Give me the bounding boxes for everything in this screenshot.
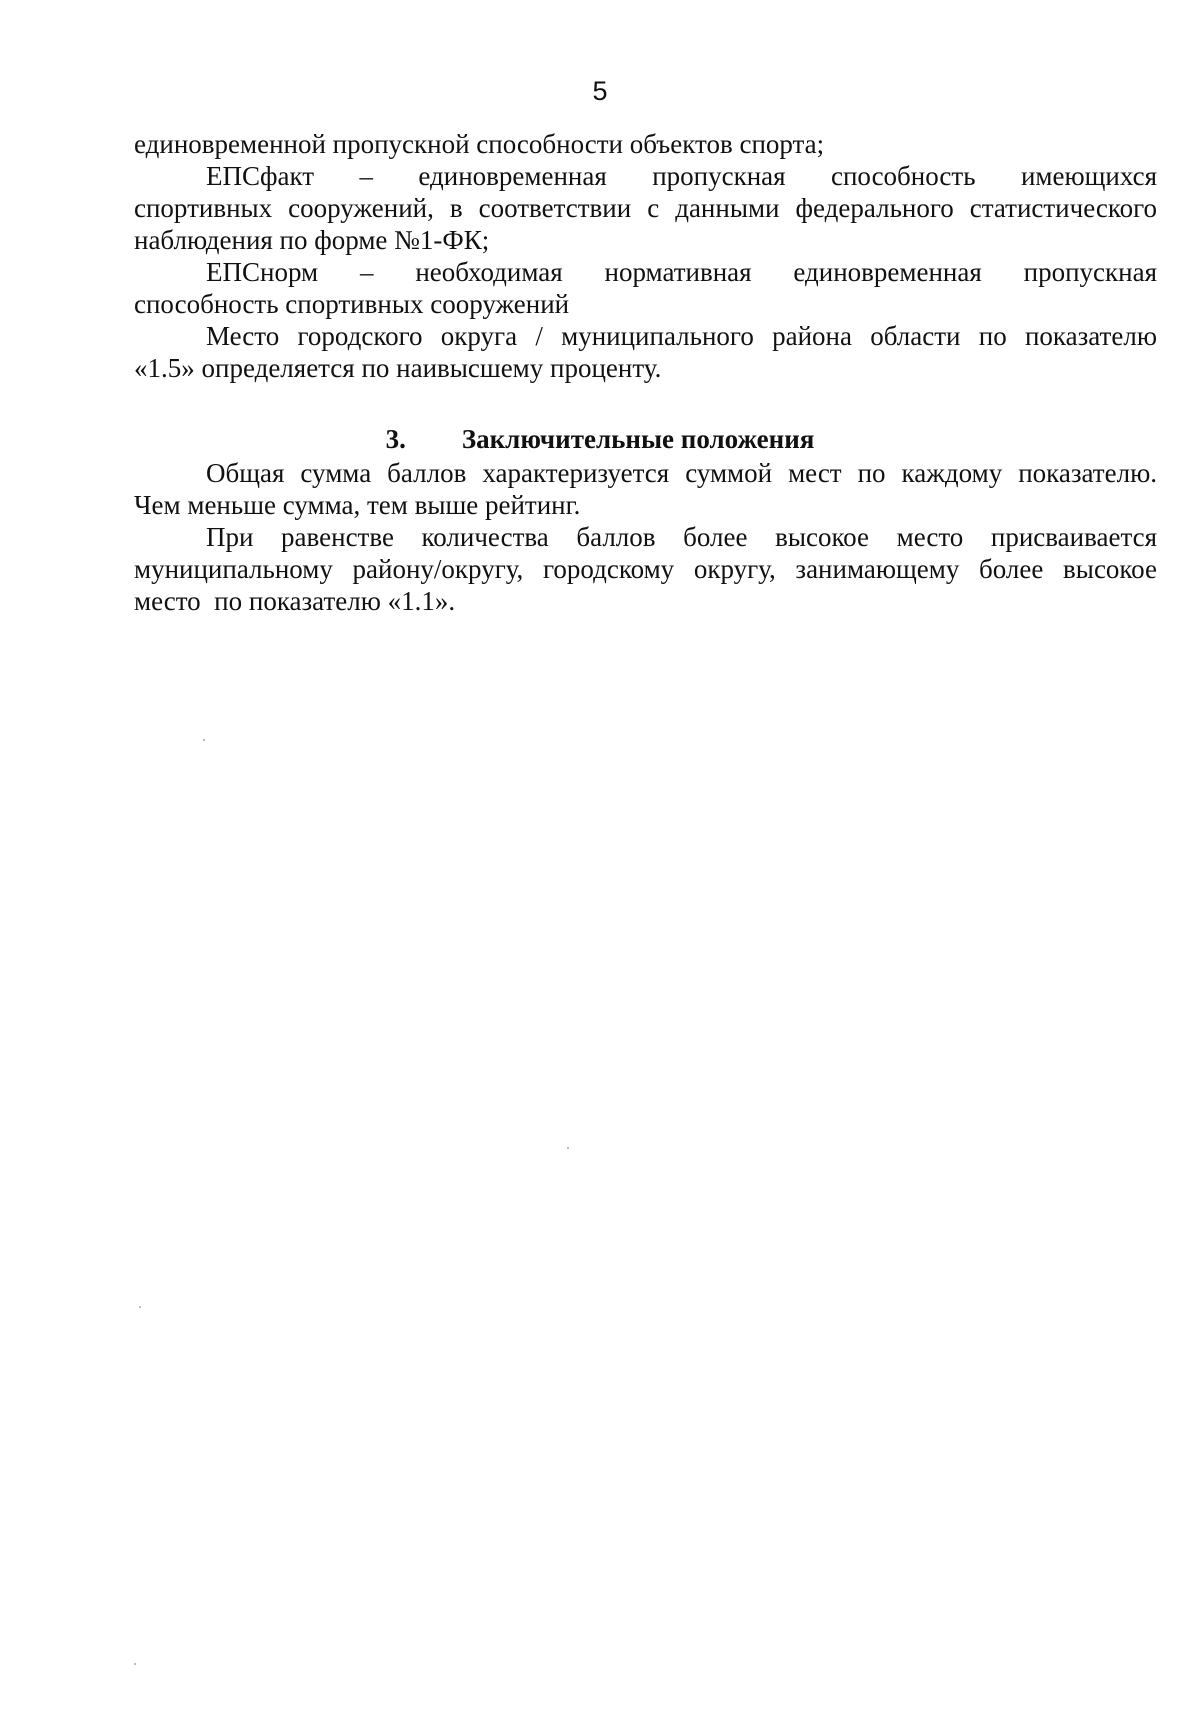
text-line: Чем меньше сумма, тем выше рейтинг. [134,490,581,520]
section-number: 3. [385,424,406,454]
text-line [134,457,1157,489]
final-provisions-block [134,457,1157,617]
definitions-block [134,128,1157,384]
scan-speck [139,1306,141,1308]
text-line [134,192,1157,224]
word: нормативная [604,257,752,287]
dash: – [359,161,373,191]
dash: – [359,257,374,287]
text-line-content: При равенстве количества баллов более высокое место присваивается [206,522,1157,552]
text-line: способность спортивных сооружений [134,289,570,319]
epsnorm-term: ЕПСнорм [206,257,319,287]
text-line-content: Общая сумма баллов характеризуется суммой мест по каждому показателю. [206,458,1157,488]
scan-speck [567,1147,569,1149]
section-heading [0,423,1200,455]
page-number: 5 [592,76,608,106]
word: имеющихся [1020,161,1157,191]
text-line-content: спортивных сооружений, в соответствии с данными федерального статистического [134,193,1157,223]
text-line [134,320,1157,352]
epsnorm-definition-line [134,256,1157,288]
text-line: единовременной пропускной способности объектов спорта; [134,129,825,159]
text-line: место по показателю «1.1». [134,586,456,616]
epsfakt-definition-line [134,160,1157,192]
text-line-content: Место городского округа / муниципального района области по показателю [206,321,1157,351]
text-line [134,521,1157,553]
word: способность [830,161,976,191]
word: необходимая [415,257,563,287]
text-line [134,553,1157,585]
epsfakt-term: ЕПСфакт [206,161,315,191]
section-title: Заключительные положения [461,424,815,454]
word: единовременная [418,161,607,191]
text-line: наблюдения по форме №1-ФК; [134,225,490,255]
word: пропускная [652,161,786,191]
text-line-content: муниципальному району/округу, городскому округу, занимающему более высокое [134,554,1157,584]
word: пропускная [1023,257,1157,287]
word: единовременная [793,257,982,287]
scan-speck [134,1663,136,1665]
text-line: «1.5» определяется по наивысшему проценту. [134,353,662,383]
scan-speck [203,739,205,741]
